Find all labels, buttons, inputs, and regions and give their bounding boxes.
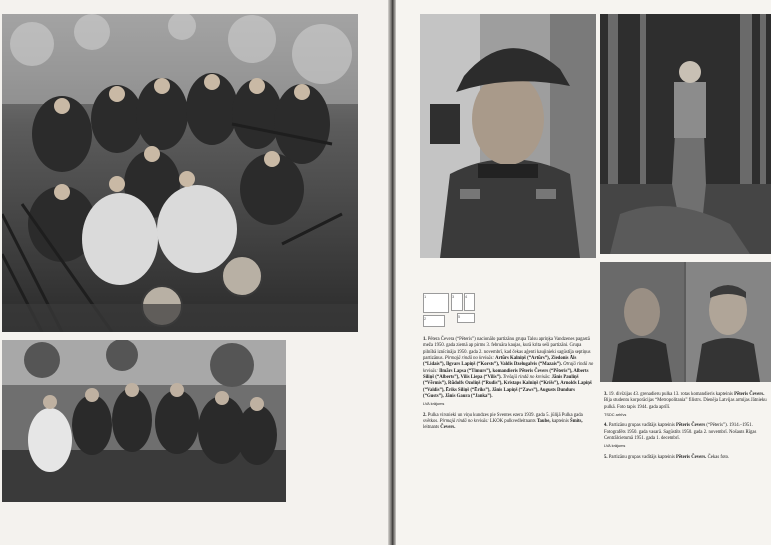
- caption-3-date: Foto tapis 1944. gada aprīlī.: [616, 404, 671, 410]
- caption-2-row-text: LKOK pulkvedleitnants: [489, 419, 536, 425]
- layout-key-label-1: 1: [424, 294, 427, 299]
- caption-1-row3-label: Trešajā rindā no kreisās:: [502, 375, 551, 381]
- caption-2-number: 2.: [423, 412, 427, 418]
- caption-4-number: 4.: [604, 423, 608, 429]
- layout-key-box-1: [423, 293, 449, 313]
- caption-4-name: Pēteris Čevers: [676, 423, 706, 429]
- layout-key-box-5: [457, 313, 475, 323]
- caption-2-name2: Šmits,: [570, 419, 583, 425]
- captions-main: [423, 337, 595, 437]
- caption-4-alias: (“Pēteris”).: [706, 423, 728, 429]
- caption-1-row3-names: Jānis Pauliņš (“Vērmis”), Rūdolfs Ozoliņš (“Rudis”), Kristaps Kalniņš (“Krišs”), Arnolds Lapiņš (“Valdis”), Ēriks Siliņš (“Ēriks”), Jānis Lapiņš (“Zaws”), Augusts Dundurs (“Gusts”), Jānis Gaura (“Janka”).: [423, 375, 592, 400]
- photo-forest-standing: [600, 14, 771, 254]
- caption-3-name: Pēteris Čevers.: [734, 392, 765, 397]
- photo-layout-key: [423, 293, 475, 327]
- caption-3-text2: Bija studentu korporācijas “Metropolitania” filistrs. Dienēja Latvijas armijas Jātnieku pulkā.: [604, 398, 767, 410]
- layout-key-label-4: 4: [465, 294, 468, 299]
- caption-5-text: Partizānu grupas vadītājs kapteinis: [608, 454, 675, 460]
- caption-1-row1-label: Pirmajā rindā no kreisās:: [444, 356, 494, 362]
- caption-2: [423, 413, 595, 432]
- caption-2-row-label: Pirmajā rindā no kreisās:: [439, 419, 489, 425]
- caption-1-row2-label: Otrajā rindā no kreisās:: [423, 362, 594, 374]
- caption-2-name3: Čevers.: [440, 425, 456, 431]
- caption-1-row2-names: Ilmārs Lapsa (“Timurs”), komandieris Pēteris Čevers (“Pēteris”), Alberts Siliņš (“Alberts”), Vilis Liepa (“Vilis”).: [423, 368, 589, 381]
- layout-key-label-5: 5: [458, 314, 461, 319]
- caption-1-text: Pētera Čevera (“Pēteris”) nacionālo partizānu grupa Talsu apriņķa Vandzenes pagastā meža 1950. gada ziemā ap pirms 3. februāra kaujas, kurā krita seši partizāni. Grupa pilnībā iznīcināja 1950. gada 2. novembrī, kad čekas aģenti kaujinieki sagūstīja septiņus partizānus.: [423, 337, 591, 362]
- caption-2-mid-text: kapteinis: [551, 419, 569, 425]
- caption-4-source: LVA krājums: [604, 443, 626, 449]
- caption-3-number: 3.: [604, 392, 608, 397]
- photo-mugshots: [600, 262, 771, 382]
- photo-partisans-meadow: [2, 340, 286, 502]
- caption-3-text: 19. divīzijas 43. grenadieru pulka 13. rotas komandieris kapteinis: [608, 392, 733, 397]
- caption-4-text: Partizānu grupas vadītājs kapteinis: [608, 423, 675, 429]
- caption-1-source: LVA krājums: [423, 401, 445, 407]
- captions-side: [604, 392, 770, 466]
- layout-key-box-3: [451, 293, 463, 311]
- caption-5: [604, 455, 770, 461]
- layout-key-label-2: 2: [424, 316, 427, 321]
- caption-5-name: Pēteris Čevers.: [676, 454, 707, 460]
- caption-4-text2: Fotografēts 1950. gada vasarā. Sagūstīts 1950. gada 2. novembrī. Nošauts Rīgas Centrālcietumā 1951. gada 1. decembrī.: [604, 429, 757, 442]
- caption-1-row1-names: Artūrs Kalniņš (“Artūrs”), Ziedonis Āls (“Lidais”), Ilgvars Lapiņš (“Korsts”), Valdis Dzelugalvis (“Mazais”).: [423, 356, 577, 368]
- layout-key-box-2: [423, 315, 445, 327]
- caption-5-number: 5.: [604, 454, 608, 460]
- caption-3-source: TSDC arhīvs: [604, 412, 627, 418]
- layout-key-box-4: [464, 293, 475, 311]
- caption-2-end-text: leitnants: [423, 425, 440, 431]
- caption-3: [604, 392, 770, 418]
- photo-officer-portrait: [420, 14, 596, 258]
- caption-1-number: 1.: [423, 337, 427, 342]
- caption-4: [604, 423, 770, 449]
- layout-key-label-3: 3: [452, 294, 455, 299]
- caption-2-name1: Taube,: [536, 419, 551, 425]
- caption-5-text2: Čekas foto.: [707, 454, 730, 460]
- book-gutter: [388, 0, 396, 545]
- caption-1: [423, 337, 595, 408]
- photo-partisans-group: [2, 14, 358, 332]
- caption-4-years: 1914.–1951.: [729, 423, 753, 429]
- caption-2-text: Pulka virsnieki un viņu kundzes pie Sventes ezera 1939. gada 5. jūlijā Pulka gada svētkos.: [423, 412, 583, 425]
